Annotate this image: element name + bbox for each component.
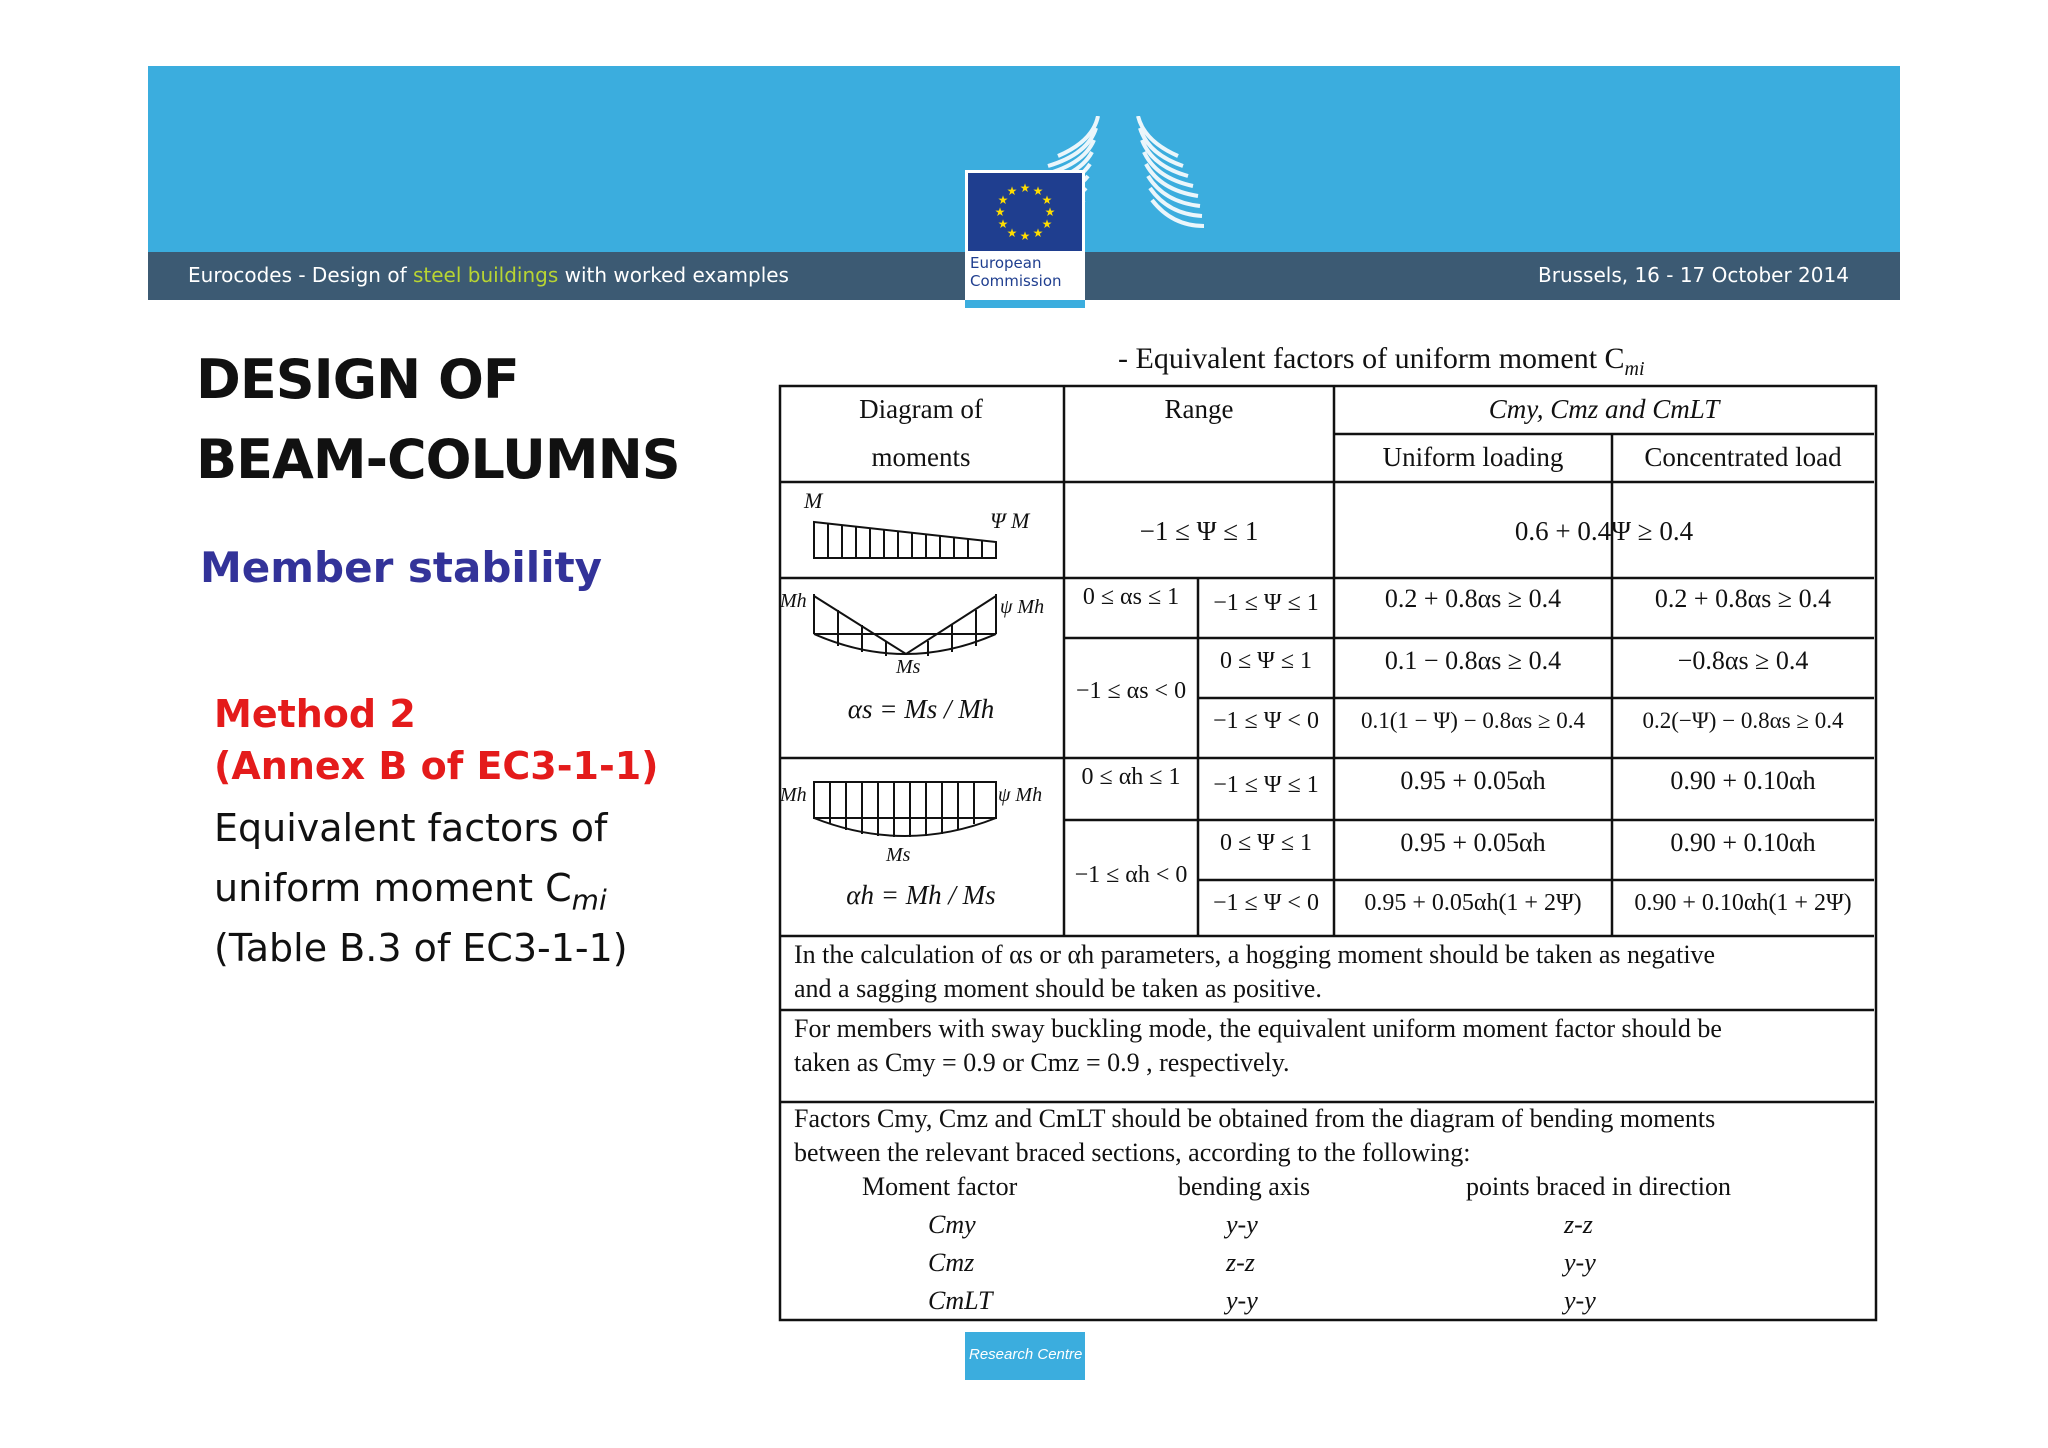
concentrated-row3a: 0.90 + 0.10αh <box>1670 766 1816 795</box>
alpha-h-formula: αh = Mh / Ms <box>846 880 996 910</box>
svg-text:★: ★ <box>1019 229 1031 243</box>
concentrated-row2a: 0.2 + 0.8αs ≥ 0.4 <box>1654 584 1832 613</box>
factor-row-2: Cmz <box>928 1248 975 1277</box>
concentrated-row3b: 0.90 + 0.10αh <box>1670 828 1816 857</box>
table-caption: - Equivalent factors of uniform moment $C_{mi}$ <box>1118 342 1645 380</box>
svg-text:★: ★ <box>997 217 1009 231</box>
note-sway-mode-2: taken as Cmy = 0.9 or Cmz = 0.9 , respectively. <box>794 1048 1290 1077</box>
hogging-moment-diagram <box>814 594 996 656</box>
range-row1: −1 ≤ Ψ ≤ 1 <box>1139 516 1259 546</box>
col-moment-factor: Moment factor <box>862 1172 1018 1201</box>
svg-text:★: ★ <box>994 205 1006 219</box>
axis-row-2: z-z <box>1226 1248 1255 1277</box>
note-sway-mode: For members with sway buckling mode, the equivalent uniform moment factor should be <box>794 1014 1722 1043</box>
diagram-label-mh-2: Mh <box>780 784 807 806</box>
description-line3: (Table B.3 of EC3-1-1) <box>214 926 628 970</box>
conference-title: Eurocodes - Design of steel buildings with worked examples <box>188 263 789 287</box>
svg-text:★: ★ <box>1041 193 1053 207</box>
slide-subtitle: Member stability <box>200 543 603 592</box>
description-line1: Equivalent factors of <box>214 806 608 850</box>
diagram-label-psi-mh: ψ Mh <box>1000 596 1045 618</box>
uniform-row3a: 0.95 + 0.05αh <box>1400 766 1546 795</box>
logo-underline <box>965 300 1085 308</box>
uniform-row2a: 0.2 + 0.8αs ≥ 0.4 <box>1384 584 1562 613</box>
value-row1: 0.6 + 0.4Ψ ≥ 0.4 <box>1514 516 1694 546</box>
svg-text:★: ★ <box>997 193 1009 207</box>
eu-flag-icon <box>968 173 1082 251</box>
col-braced-direction: points braced in direction <box>1466 1172 1731 1201</box>
uniform-row2b: 0.1 − 0.8αs ≥ 0.4 <box>1384 646 1562 675</box>
factor-row-3: CmLT <box>928 1286 993 1315</box>
diagram-label-psi-m: Ψ M <box>990 508 1030 533</box>
svg-text:★: ★ <box>1032 184 1044 198</box>
svg-text:★: ★ <box>1006 184 1018 198</box>
concentrated-row3c: 0.90 + 0.10αh(1 + 2Ψ) <box>1634 890 1852 916</box>
note-sign-convention: In the calculation of αs or αh parameters, a hogging moment should be taken as negative <box>794 940 1716 969</box>
concentrated-row2b: −0.8αs ≥ 0.4 <box>1677 646 1809 675</box>
svg-text:★: ★ <box>1041 217 1053 231</box>
linear-moment-diagram <box>814 522 996 558</box>
range-alpha-h-negative: −1 ≤ αh < 0 <box>1074 862 1188 888</box>
note-braced-sections-2: between the relevant braced sections, according to the following: <box>794 1138 1471 1167</box>
range-psi-row3b: 0 ≤ Ψ ≤ 1 <box>1219 830 1313 856</box>
range-psi-row2b: 0 ≤ Ψ ≤ 1 <box>1219 648 1313 674</box>
range-alpha-h-positive: 0 ≤ αh ≤ 1 <box>1081 764 1181 790</box>
note-braced-sections: Factors Cmy, Cmz and CmLT should be obtained from the diagram of bending moments <box>794 1104 1716 1133</box>
range-alpha-s-negative: −1 ≤ αs < 0 <box>1075 678 1187 704</box>
description-line2: uniform moment $C_{mi}$ <box>214 866 607 917</box>
diagram-label-mh: Mh <box>780 590 807 612</box>
factor-row-1: Cmy <box>928 1210 976 1239</box>
uniform-row3c: 0.95 + 0.05αh(1 + 2Ψ) <box>1364 890 1582 916</box>
range-psi-row2c: −1 ≤ Ψ < 0 <box>1213 708 1319 734</box>
cmi-factor-table <box>778 384 1878 1322</box>
braced-row-3: y-y <box>1564 1286 1596 1315</box>
method-heading: Method 2 <box>214 692 416 736</box>
note-sign-convention-2: and a sagging moment should be taken as positive. <box>794 974 1322 1003</box>
col-bending-axis: bending axis <box>1178 1172 1311 1201</box>
range-alpha-s-positive: 0 ≤ αs ≤ 1 <box>1082 584 1180 610</box>
diagram-label-ms-2: Ms <box>886 844 911 866</box>
diagram-label-ms: Ms <box>896 656 921 678</box>
header-diagram-2: moments <box>871 442 971 472</box>
concentrated-row2c: 0.2(−Ψ) − 0.8αs ≥ 0.4 <box>1642 708 1844 733</box>
diagram-label-m: M <box>804 488 823 513</box>
header-uniform-loading: Uniform loading <box>1382 442 1564 472</box>
svg-text:★: ★ <box>1032 226 1044 240</box>
braced-row-2: y-y <box>1564 1248 1596 1277</box>
axis-row-1: y-y <box>1226 1210 1258 1239</box>
sagging-moment-diagram <box>814 782 996 837</box>
range-psi-row3a: −1 ≤ Ψ ≤ 1 <box>1213 772 1319 798</box>
header-diagram: Diagram of <box>859 394 983 424</box>
range-psi-row2a: −1 ≤ Ψ ≤ 1 <box>1213 590 1319 616</box>
header-range: Range <box>1164 394 1234 424</box>
alpha-s-formula: αs = Ms / Mh <box>847 694 995 724</box>
slide-title-line2: BEAM-COLUMNS <box>196 428 680 491</box>
uniform-row3b: 0.95 + 0.05αh <box>1400 828 1546 857</box>
method-reference: (Annex B of EC3-1-1) <box>214 744 659 788</box>
range-psi-row3c: −1 ≤ Ψ < 0 <box>1213 890 1319 916</box>
braced-row-1: z-z <box>1564 1210 1593 1239</box>
slide-title-line1: DESIGN OF <box>196 348 519 411</box>
svg-text:★: ★ <box>1006 226 1018 240</box>
commission-logo-text: European Commission <box>970 254 1062 290</box>
header-concentrated-load: Concentrated load <box>1644 442 1842 472</box>
axis-row-3: y-y <box>1226 1286 1258 1315</box>
svg-text:★: ★ <box>1019 181 1031 195</box>
svg-text:★: ★ <box>1044 205 1056 219</box>
header-factors: Cmy, Cmz and CmLT <box>1488 394 1720 424</box>
diagram-label-psi-mh-2: ψ Mh <box>998 784 1043 806</box>
conference-date: Brussels, 16 - 17 October 2014 <box>1538 263 1849 287</box>
uniform-row2c: 0.1(1 − Ψ) − 0.8αs ≥ 0.4 <box>1360 708 1586 733</box>
research-centre-logo: Research Centre <box>965 1332 1085 1380</box>
